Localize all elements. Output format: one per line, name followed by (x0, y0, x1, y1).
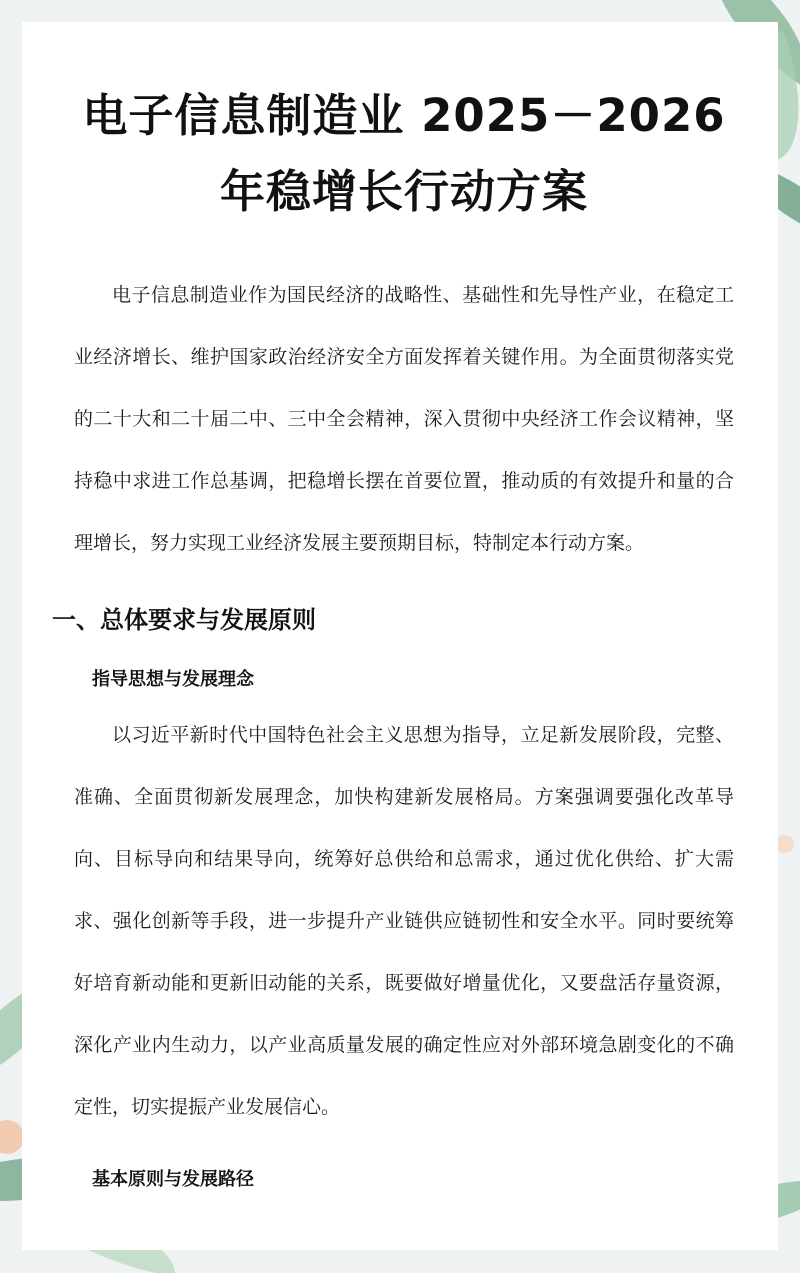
section-heading: 一、总体要求与发展原则 (52, 606, 316, 634)
subsection-heading: 基本原则与发展路径 (92, 1169, 254, 1190)
document-card (22, 22, 778, 1250)
intro-paragraph: 电子信息制造业作为国民经济的战略性、基础性和先导性产业，在稳定工业经济增长、维护国家政治经济安全方面发挥着关键作用。为全面贯彻落实党的二十大和二十届二中、三中全会精神，深入贯彻中央经济工作会议精神，坚持稳中求进工作总基调，把稳增长摆在首要位置，推动质的有效提升和量的合理增长，努力实现工业经济发展主要预期目标，特制定本行动方案。 (74, 284, 734, 554)
flower-decoration (776, 835, 794, 853)
document-title (74, 22, 734, 230)
title-line-1: 电子信息制造业 2025－2026 (82, 89, 726, 142)
subsection-body-paragraph: 以习近平新时代中国特色社会主义思想为指导，立足新发展阶段，完整、准确、全面贯彻新发展理念，加快构建新发展格局。方案强调要强化改革导向、目标导向和结果导向，统筹好总供给和总需求，通过优化供给、扩大需求、强化创新等手段，进一步提升产业链供应链韧性和安全水平。同时要统筹好培育新动能和更新旧动能的关系，既要做好增量优化，又要盘活存量资源，深化产业内生动力，以产业高质量发展的确定性应对外部环境急剧变化的不确定性，切实提振产业发展信心。 (74, 724, 734, 1118)
flower-decoration (0, 1120, 24, 1154)
title-line-2: 年稳增长行动方案 (219, 165, 588, 218)
subsection-heading: 指导思想与发展理念 (92, 669, 254, 690)
